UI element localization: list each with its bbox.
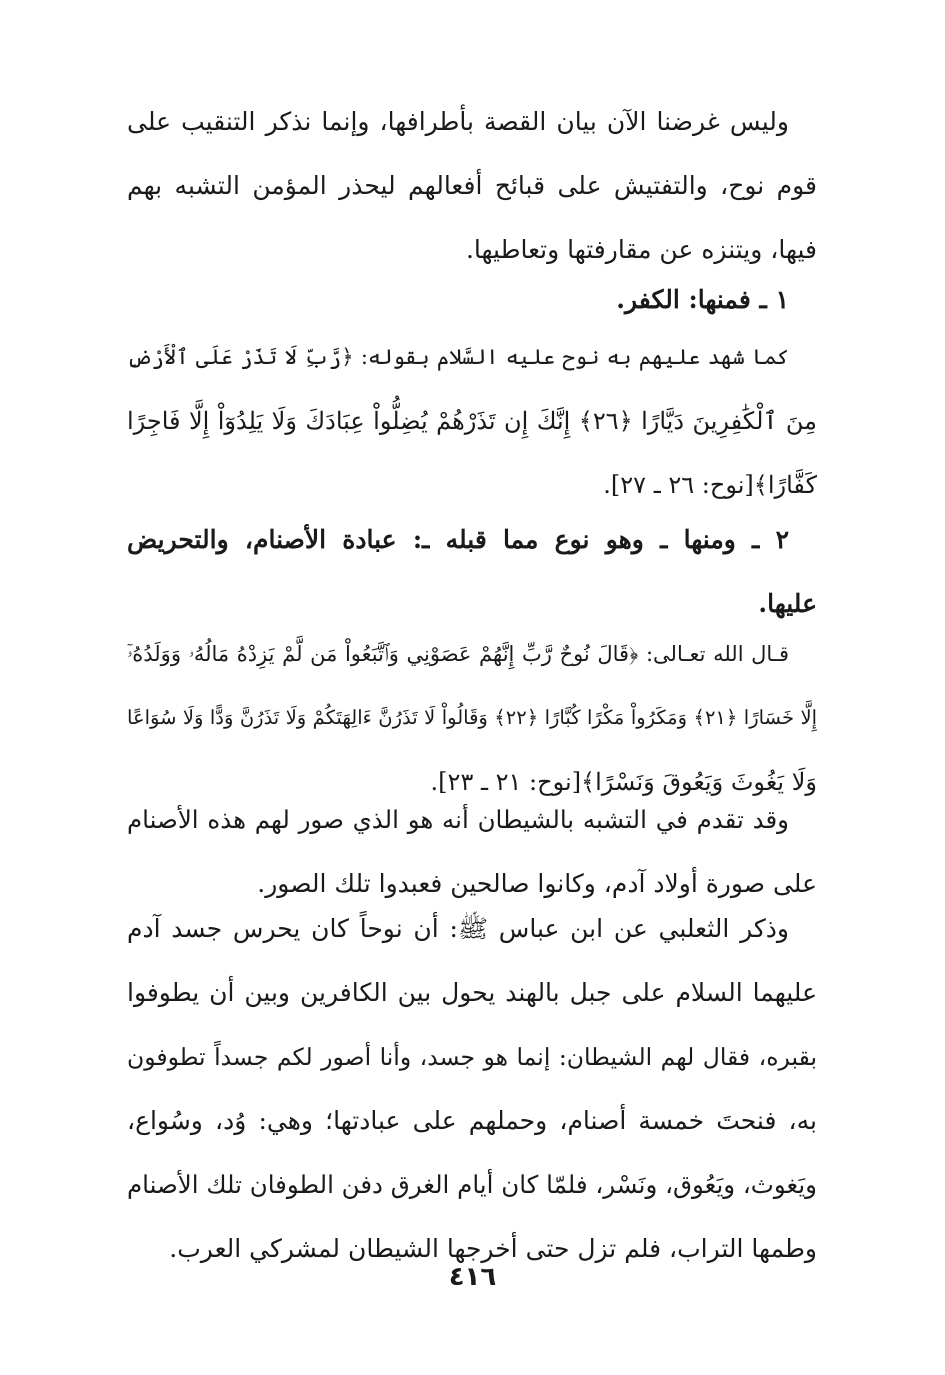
section-heading: ١ ـ فمنها: الكفر. bbox=[616, 285, 789, 314]
paragraph-verse-nuh-21 bbox=[127, 622, 817, 814]
text-line: عليهما السلام على جبل بالهند يحول بين الكافرين وبين أن يطوفوا bbox=[127, 978, 817, 1007]
quran-verse-line: مِنَ ٱلْكَٰفِرِينَ دَيَّارًا ﴿٢٦﴾ إِنَّكَ إِن تَذَرْهُمْ يُضِلُّواْ عِبَادَكَ وَلَا يَلِدُوٓاْ إِلَّا فَاجِرًا bbox=[127, 407, 817, 435]
text-line: بقبره، فقال لهم الشيطان: إنما هو جسد، وأنا أصور لكم جسداً تطوفون bbox=[127, 1043, 817, 1071]
text-line: على صورة أولاد آدم، وكانوا صالحين فعبدوا تلك الصور. bbox=[257, 869, 817, 898]
text-line: به، فنحتَ خمسة أصنام، وحملهم على عبادتها؛ وهي: وُد، وسُواع، bbox=[127, 1106, 817, 1135]
text-line: قوم نوح، والتفتيش على قبائح أفعالهم ليحذر المؤمن التشبه بهم bbox=[127, 171, 817, 200]
quran-verse-line: إِلَّا خَسَارًا ﴿٢١﴾ وَمَكَرُواْ مَكْرًا كُبَّارًا ﴿٢٢﴾ وَقَالُواْ لَا تَذَرُنَّ ءَالِهَتَكُمْ وَلَا تَذَرُنَّ وَدًّا وَلَا سُوَاعًا bbox=[127, 706, 817, 729]
heading-kufr bbox=[127, 268, 817, 332]
paragraph-verse-nuh-26 bbox=[127, 325, 817, 517]
text-line: قـال الله تعـالى: ﴿قَالَ نُوحٌ رَّبِّ إِنَّهُمْ عَصَوْنِي وَٱتَّبَعُواْ مَن لَّمْ يَزِدْهُ مَالُهُۥ وَوَلَدُهُۥٓ bbox=[127, 642, 789, 666]
paragraph-thalabi bbox=[127, 897, 817, 1281]
text-line: وذكر الثعلبي عن ابن عباس ﷺ: أن نوحاً كان يحرس جسد آدم bbox=[127, 914, 789, 943]
text-line: وليس غرضنا الآن بيان القصة بأطرافها، وإنما نذكر التنقيب على bbox=[127, 107, 789, 136]
quran-verse-line: وَلَا يَغُوثَ وَيَعُوقَ وَنَسْرًا﴾[نوح: ٢١ ـ ٢٣]. bbox=[430, 768, 817, 796]
page-number: ٤١٦ bbox=[448, 1262, 497, 1292]
section-heading: عليها. bbox=[758, 589, 817, 618]
quran-verse-line: كَفَّارًا﴾[نوح: ٢٦ ـ ٢٧]. bbox=[603, 471, 817, 499]
heading-idols bbox=[127, 508, 817, 636]
section-heading: ٢ ـ ومنها ـ وهو نوع مما قبله ـ: عبادة الأصنام، والتحريض bbox=[127, 525, 789, 554]
text-line: فيها، ويتنزه عن مقارفتها وتعاطيها. bbox=[465, 235, 817, 264]
paragraph-intro bbox=[127, 90, 817, 282]
text-line: وقد تقدم في التشبه بالشيطان أنه هو الذي صور لهم هذه الأصنام bbox=[127, 805, 789, 834]
text-line: وطمها التراب، فلم تزل حتى أخرجها الشيطان لمشركي العرب. bbox=[169, 1234, 817, 1263]
text-line: كما شهد عليهم به نوح عليه السَّلام بقوله: ﴿رَّبِّ لَا تَذَرْ عَلَى ٱلْأَرْضِ bbox=[127, 345, 789, 369]
text-line: ويَغوث، ويَعُوق، ونَسْر، فلمّا كان أيام الغرق دفن الطوفان تلك الأصنام bbox=[127, 1170, 817, 1199]
